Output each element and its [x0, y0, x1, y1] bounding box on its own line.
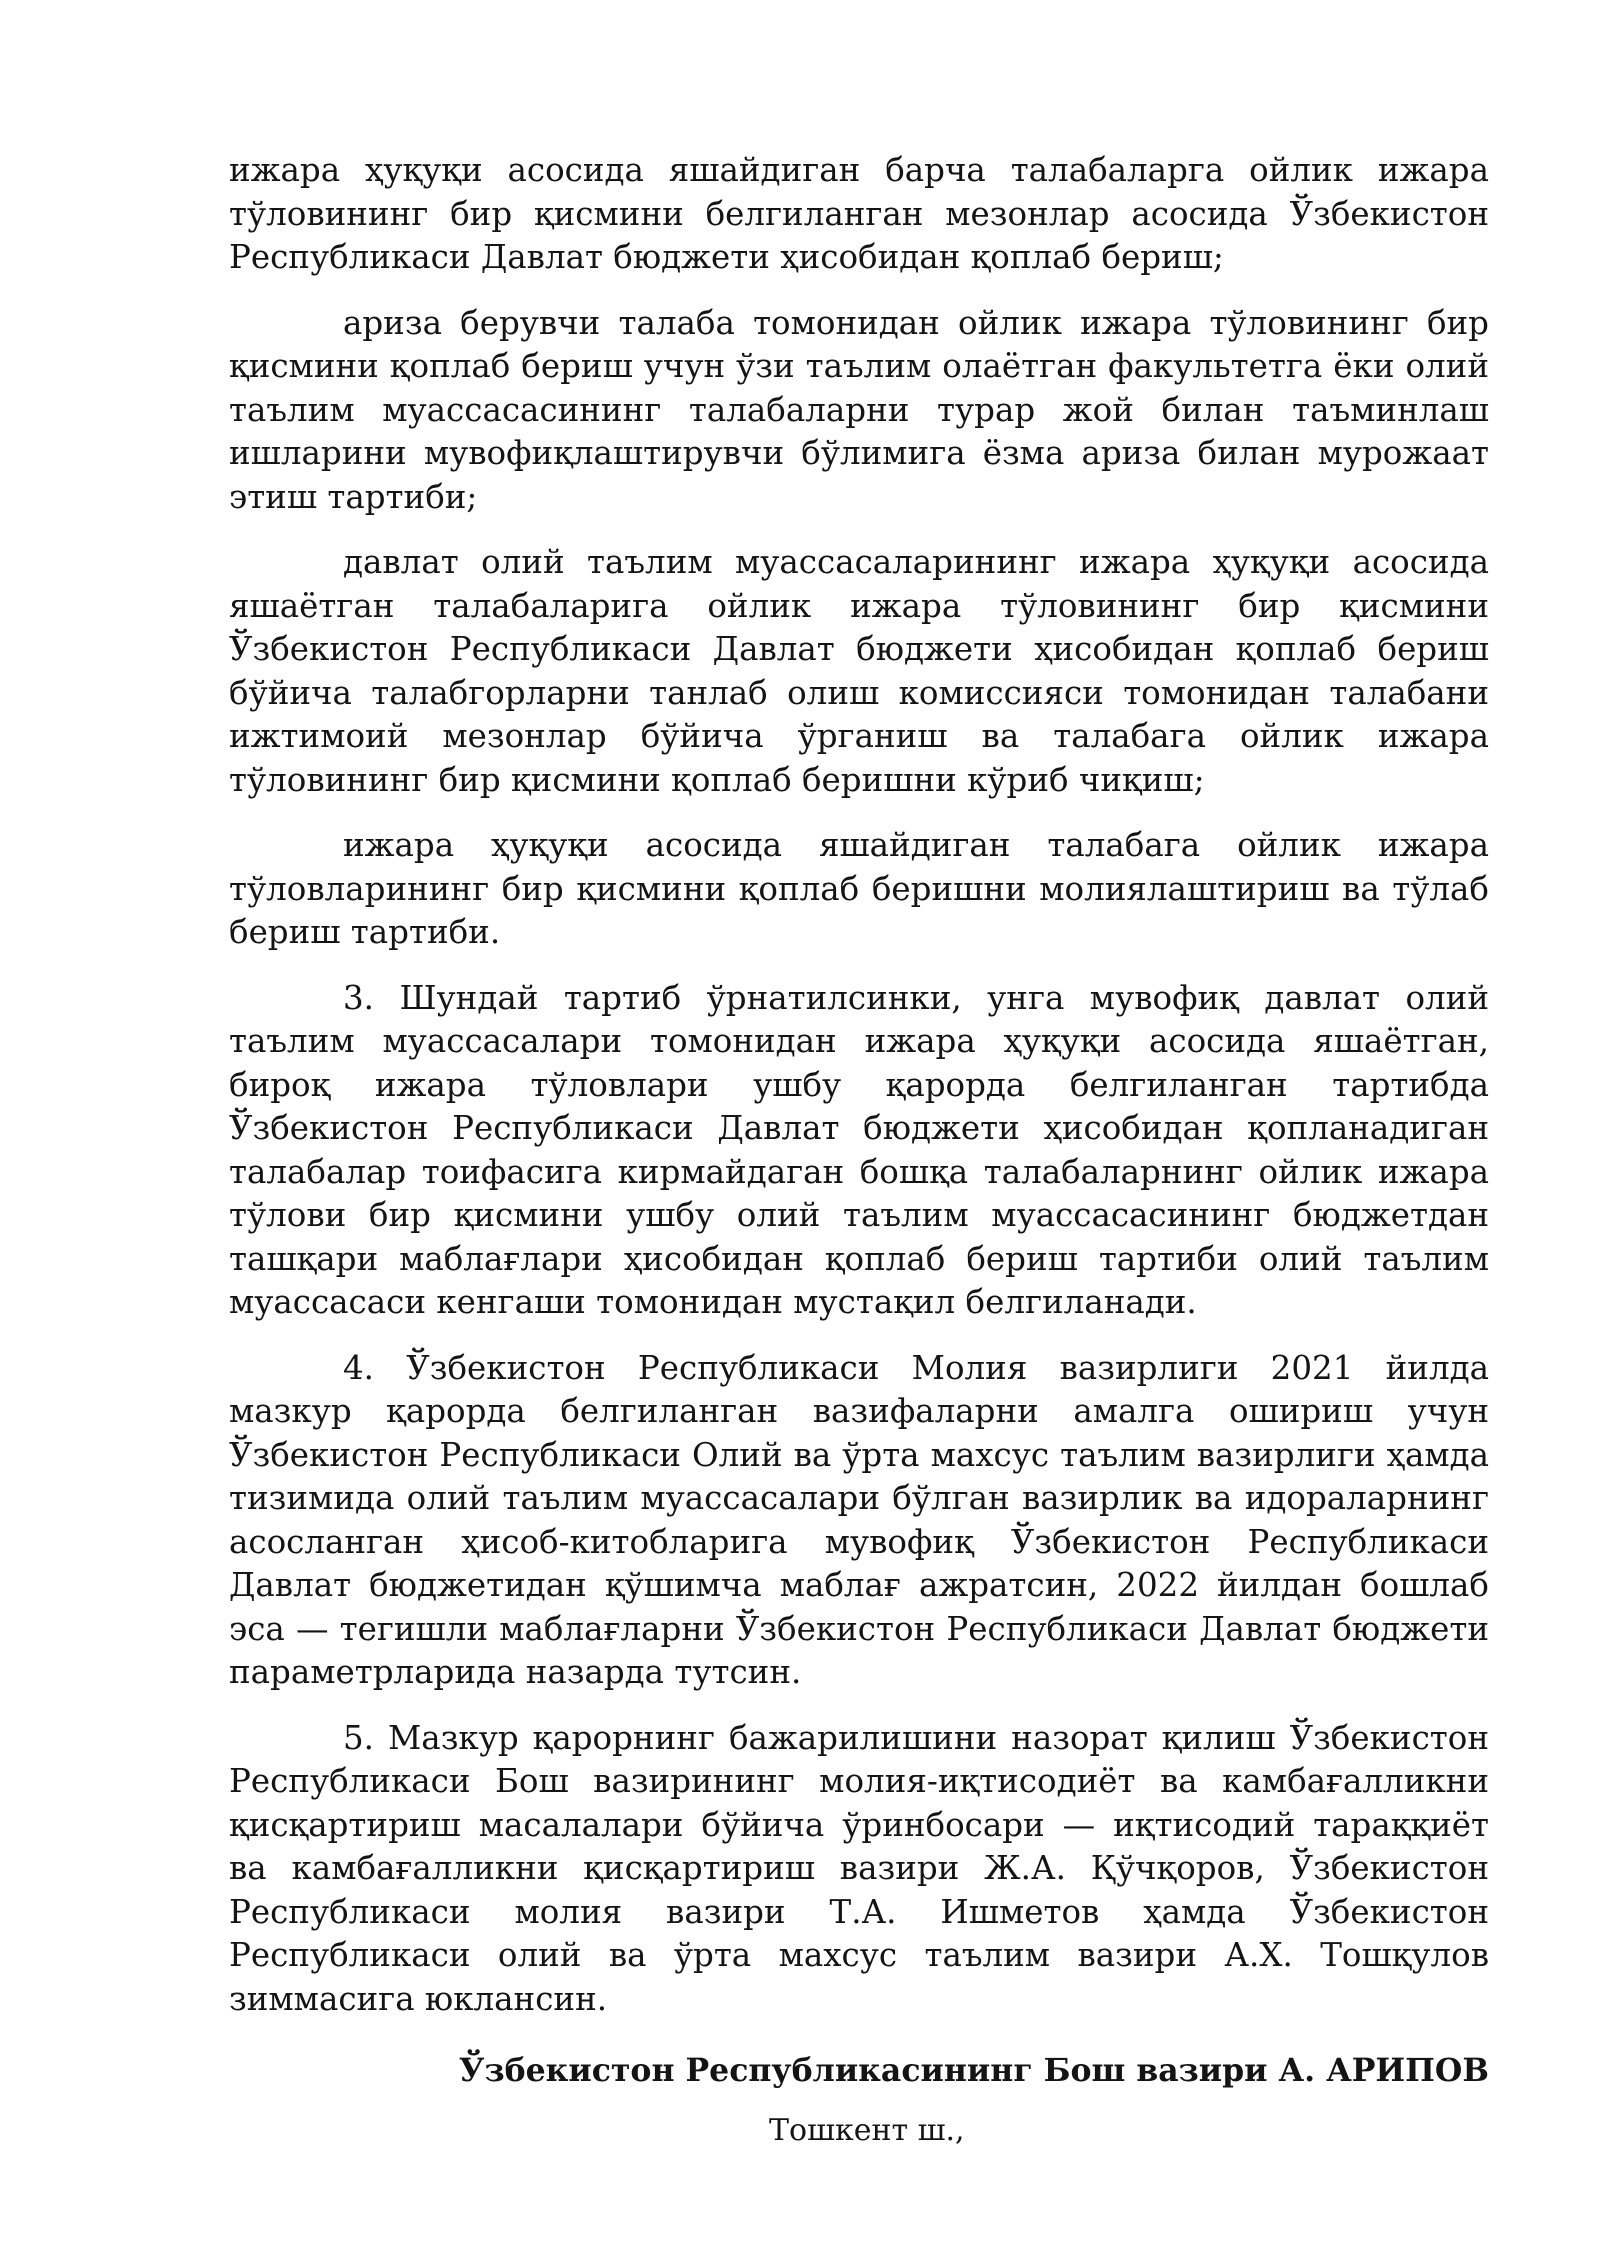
- paragraph-financing-procedure: ижара ҳуқуқи асосида яшайдиган талабага ойлик ижара тўловларининг бир қисмини қоплаб беришни молиялаштириш ва тўлаб бериш тартиби.: [229, 826, 1489, 951]
- paragraph-item-4: 4. Ўзбекистон Республикаси Молия вазирлиги 2021 йилда мазкур қарорда белгиланган вазифаларни амалга ошириш учун Ўзбекистон Республикаси Олий ва ўрта махсус таълим вазирлиги ҳамда тизимида олий таълим муассасалари бўлган вазирлик ва идораларнинг асосланган ҳисоб-китобларига мувофиқ Ўзбекистон Республикаси Давлат бюджетидан қўшимча маблағ ажратсин, 2022 йилдан бошлаб эса — тегишли маблағларни Ўзбекистон Республикаси Давлат бюджети параметрларида назарда тутсин.: [229, 1348, 1489, 1691]
- document-body: [229, 149, 1489, 2152]
- signature-line: Ўзбекистон Республикасининг Бош вазири А. АРИПОВ: [458, 2052, 1489, 2089]
- place-line: Тошкент ш.,: [769, 2112, 965, 2148]
- paragraph-rent-compensation: ижара ҳуқуқи асосида яшайдиган барча талабаларга ойлик ижара тўловининг бир қисмини белгиланган мезонлар асосида Ўзбекистон Республикаси Давлат бюджети ҳисобидан қоплаб бериш;: [229, 151, 1489, 276]
- paragraph-application-procedure: ариза берувчи талаба томонидан ойлик ижара тўловининг бир қисмини қоплаб бериш учун ўзи таълим олаётган факультетга ёки олий таълим муассасасининг талабаларни турар жой билан таъминлаш ишларини мувофиқлаштирувчи бўлимига ёзма ариза билан мурожаат этиш тартиби;: [229, 303, 1489, 516]
- paragraph-item-3: 3. Шундай тартиб ўрнатилсинки, унга мувофиқ давлат олий таълим муассасалари томонидан ижара ҳуқуқи асосида яшаётган, бироқ ижара тўловлари ушбу қарорда белгиланган тартибда Ўзбекистон Республикаси Давлат бюджети ҳисобидан қопланадиган талабалар тоифасига кирмайдаган бошқа талабаларнинг ойлик ижара тўлови бир қисмини ушбу олий таълим муассасасининг бюджетдан ташқари маблағлари ҳисобидан қоплаб бериш тартиби олий таълим муассасаси кенгаши томонидан мустақил белгиланади.: [229, 978, 1489, 1321]
- paragraph-item-5: 5. Мазкур қарорнинг бажарилишини назорат қилиш Ўзбекистон Республикаси Бош вазирининг молия-иқтисодиёт ва камбағалликни қисқартириш масалалари бўйича ўринбосари — иқтисодий тараққиёт ва камбағалликни қисқартириш вазири Ж.А. Қўчқоров, Ўзбекистон Республикаси молия вазири Т.А. Ишметов ҳамда Ўзбекистон Республикаси олий ва ўрта махсус таълим вазири А.Х. Тошқулов зиммасига юклансин.: [229, 1718, 1489, 2018]
- paragraph-selection-commission: давлат олий таълим муассасаларининг ижара ҳуқуқи асосида яшаётган талабаларига ойлик ижара тўловининг бир қисмини Ўзбекистон Республикаси Давлат бюджети ҳисобидан қоплаб бериш бўйича талабгорларни танлаб олиш комиссияси томонидан талабани ижтимоий мезонлар бўйича ўрганиш ва талабага ойлик ижара тўловининг бир қисмини қоплаб беришни кўриб чиқиш;: [229, 543, 1489, 799]
